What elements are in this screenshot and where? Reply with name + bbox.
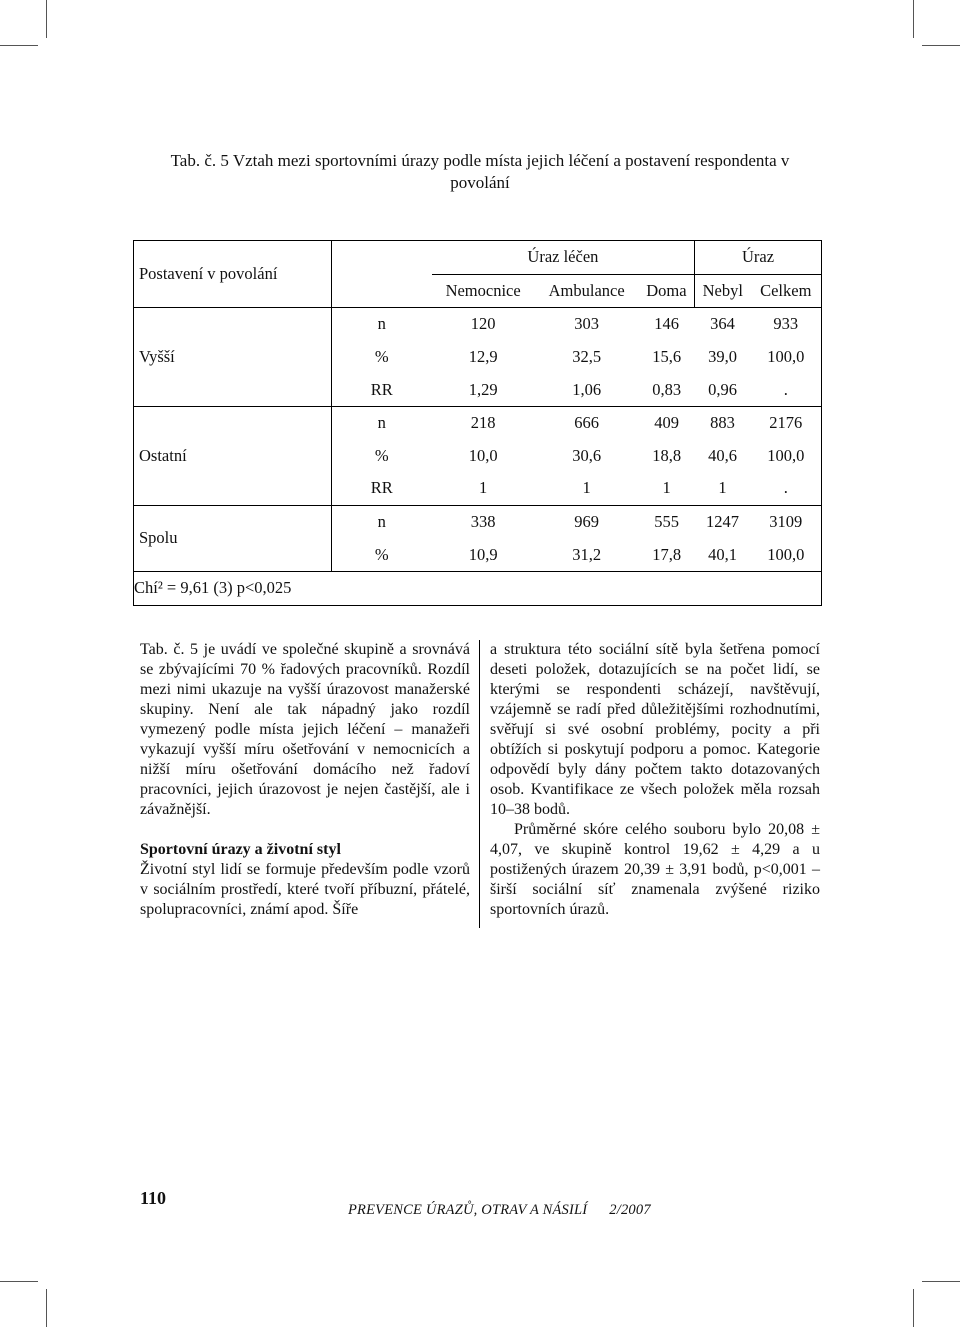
column-header: Nebyl: [695, 274, 751, 308]
group-label: Spolu: [134, 505, 332, 571]
table-cell: 1247: [706, 512, 740, 532]
table-cell: 1: [718, 478, 727, 498]
crop-mark: [922, 45, 960, 46]
journal-title: PREVENCE ÚRAZŮ, OTRAV A NÁSILÍ: [348, 1202, 588, 1218]
column-divider: [479, 640, 480, 928]
body-paragraph: Tab. č. 5 je uvádí ve společné skupině a srovnává se zbývajícími 70 % řadových pracovníků. Rozdíl mezi nimi ukazuje na vyšší úrazovost manažerské skupiny. Není ale tak nápadný jako rozdíl vymezený podle místa jejich léčení – manažeři vykazují vyšší míru ošetřování v nemocnicích a nižší míru ošetřování domácího než řadoví pracovníci, jejich úrazovost je nejen častější, ale i závažnější.: [140, 641, 470, 818]
table-cell: 666: [574, 413, 600, 433]
table-cell: 31,2: [572, 544, 602, 564]
table-cell: 1: [582, 478, 591, 498]
table-cell: 555: [654, 512, 680, 532]
table-cell: 1,29: [468, 379, 498, 399]
table-cell: 40,6: [708, 445, 737, 465]
table-cell: 2176: [751, 406, 822, 439]
row-label: n: [377, 314, 386, 334]
column-header: Doma: [639, 274, 695, 308]
data-table: [133, 240, 822, 606]
table-cell: 15,6: [652, 347, 682, 367]
group-label: Vyšší: [134, 308, 332, 407]
table-cell: 100,0: [751, 341, 822, 374]
table-cell: 100,0: [751, 440, 822, 473]
right-column: [490, 640, 820, 920]
crop-mark: [913, 1289, 914, 1327]
crop-mark: [0, 45, 38, 46]
label-spacer: [331, 274, 432, 308]
table-cell: 933: [751, 308, 822, 341]
table-cell: .: [751, 373, 822, 406]
crop-mark: [913, 0, 914, 38]
table-cell: 1: [662, 478, 671, 498]
row-label: %: [374, 347, 389, 367]
table-cell: 3109: [751, 505, 822, 538]
table-cell: 1,06: [572, 379, 602, 399]
page-number: 110: [140, 1188, 167, 1208]
table-cell: 17,8: [652, 544, 682, 564]
column-header: Celkem: [751, 274, 822, 308]
table-cell: 30,6: [572, 445, 602, 465]
table-cell: 39,0: [708, 347, 737, 367]
row-label: %: [374, 544, 389, 564]
table-cell: 18,8: [652, 445, 682, 465]
table-caption: Tab. č. 5 Vztah mezi sportovními úrazy podle místa jejich léčení a postavení respondenta v povolání: [170, 151, 790, 192]
table-cell: 969: [574, 512, 600, 532]
table-cell: 218: [470, 413, 496, 433]
row-label: RR: [370, 379, 393, 399]
column-header: Ambulance: [535, 274, 639, 308]
crop-mark: [46, 1289, 47, 1327]
body-paragraph: Životní styl lidí se formuje především podle vzorů v sociálním prostředí, které tvoří příbuzní, přátelé, spolupracovníci, známí apod. Šíře: [140, 861, 470, 918]
table-cell: 10,9: [468, 544, 498, 564]
crop-mark: [922, 1281, 960, 1282]
table-cell: 0,96: [708, 379, 737, 399]
table-cell: 146: [654, 314, 680, 334]
table-cell: .: [751, 472, 822, 505]
table-cell: 100,0: [751, 538, 822, 571]
table-cell: 120: [470, 314, 496, 334]
group-header-treated: Úraz léčen: [527, 247, 599, 267]
row-label: RR: [370, 478, 393, 498]
table-cell: 40,1: [708, 544, 737, 564]
row-label: n: [377, 413, 386, 433]
body-paragraph: Průměrné skóre celého souboru bylo 20,08 ± 4,07, ve skupině kontrol 19,62 ± 4,29 a u postižených úrazem 20,39 ± 3,91 bodů, p<0,001 – širší sociální síť znamenala zvýšené riziko sportovních úrazů.: [490, 821, 820, 918]
table-cell: 0,83: [652, 379, 682, 399]
table-cell: 303: [574, 314, 600, 334]
table-cell: 12,9: [468, 347, 498, 367]
section-heading: Sportovní úrazy a životní styl: [140, 841, 341, 858]
table-cell: 10,0: [468, 445, 498, 465]
table-cell: 409: [654, 413, 680, 433]
body-paragraph: a struktura této sociální sítě byla šetřena pomocí deseti položek, dotazujících se na počet lidí, se kterými se respondenti scházejí, navštěvují, vzájemně se radí před důležitějšími rozhodnutími, svěřují si své osobní problémy, pocity a při obtížích si poskytují podporu a pomoc. Kategorie odpovědí byly dány počtem takto dotazovaných osob. Kvantifikace ze všech položek měla rozsah 10–38 bodů.: [490, 641, 820, 818]
group-label: Ostatní: [134, 406, 332, 505]
chi-square-note: Chí² = 9,61 (3) p<0,025: [134, 571, 822, 605]
row-label: n: [377, 512, 386, 532]
left-column: [140, 640, 470, 920]
table-cell: 338: [470, 512, 496, 532]
column-header: Nemocnice: [432, 274, 535, 308]
crop-mark: [46, 0, 47, 38]
running-footer: [348, 1202, 651, 1219]
table-cell: 1: [479, 478, 488, 498]
row-label: %: [374, 445, 389, 465]
table-cell: 364: [710, 314, 735, 334]
journal-issue: 2/2007: [609, 1202, 651, 1218]
stub-header: Postavení v povolání: [134, 241, 332, 308]
crop-mark: [0, 1281, 38, 1282]
table-cell: 883: [710, 413, 735, 433]
group-header-injury: Úraz: [695, 241, 822, 275]
table-cell: 32,5: [572, 347, 602, 367]
